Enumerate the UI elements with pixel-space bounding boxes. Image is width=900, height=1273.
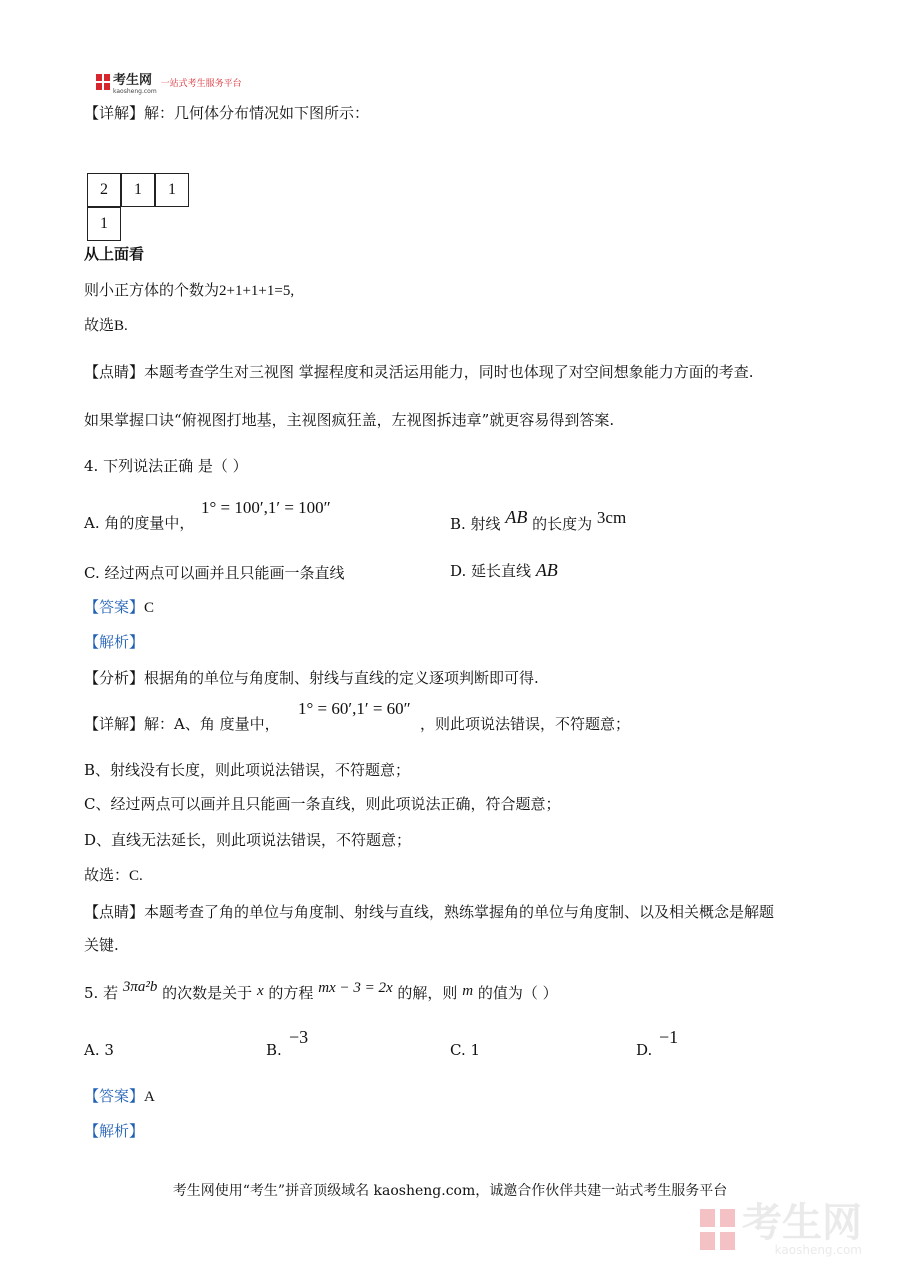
detail-tag: 【详解】 bbox=[84, 104, 145, 122]
stem-math-monomial: 3πa²b bbox=[122, 979, 158, 995]
q3-count-line bbox=[84, 280, 294, 301]
q3-choose-line bbox=[84, 315, 128, 336]
watermark-name: 考生网 bbox=[742, 1200, 862, 1246]
grid-cell: 1 bbox=[87, 207, 121, 241]
q4-option-a-math: 1° = 100′,1′ = 100″ bbox=[201, 498, 331, 517]
q4-detail-math: 1° = 60′,1′ = 60″ bbox=[298, 699, 411, 718]
watermark bbox=[700, 1200, 862, 1257]
choose-prefix: 故选： bbox=[84, 866, 130, 884]
comment-text: 本题考查了角的单位与角度制、射线与直线，熟练掌握角的单位与角度制、以及相关概念是解题 bbox=[144, 903, 775, 921]
stem-text-2: 的方程 bbox=[268, 984, 314, 1002]
logo-slogan: 一站式考生服务平台 bbox=[160, 78, 242, 89]
fenxi-text: 根据角的单位与角度制、射线与直线的定义逐项判断即可得. bbox=[144, 669, 539, 687]
option-b-label: B. 射线 bbox=[450, 515, 501, 533]
option-b-math-ab: AB bbox=[505, 507, 528, 527]
q4-comment-line-2: 关键. bbox=[84, 936, 119, 954]
comment-text: 本题考查学生对三视图 掌握程度和灵活运用能力，同时也体现了对空间想象能力方面的考查. bbox=[144, 363, 754, 381]
q4-option-c: C. 经过两点可以画并且只能画一条直线 bbox=[84, 564, 345, 582]
q5-stem bbox=[84, 979, 558, 1004]
stem-math-x: x bbox=[256, 983, 264, 999]
q4-option-b bbox=[450, 507, 627, 534]
comment-tag: 【点睛】 bbox=[84, 903, 145, 921]
detail-text: 解：几何体分布情况如下图所示： bbox=[144, 104, 370, 122]
q4-comment-line-1 bbox=[84, 902, 774, 922]
logo-name: 考生网 bbox=[113, 73, 153, 88]
q4-option-d bbox=[450, 560, 558, 581]
option-d-math: AB bbox=[535, 560, 558, 580]
q4-stem: 4. 下列说法正确 是（ ） bbox=[84, 457, 248, 475]
answer-tag: 【答案】 bbox=[84, 1087, 145, 1105]
choose-value: B. bbox=[114, 318, 128, 334]
q5-option-b-label: B. bbox=[266, 1041, 282, 1059]
count-prefix: 则小正方体的个数为 bbox=[84, 281, 220, 299]
option-b-math-length: 3cm bbox=[596, 508, 627, 527]
watermark-logo-icon bbox=[700, 1209, 736, 1251]
stem-math-equation: mx − 3 = 2x bbox=[318, 980, 393, 996]
q4-line-b: B、射线没有长度，则此项说法错误，不符题意； bbox=[84, 761, 411, 779]
q5-option-c: C. 1 bbox=[450, 1041, 481, 1059]
stem-text-3: 的解，则 bbox=[397, 984, 458, 1002]
q4-answer bbox=[84, 597, 154, 618]
q4-line-c: C、经过两点可以画并且只能画一条直线，则此项说法正确，符合题意； bbox=[84, 795, 561, 813]
answer-value: A bbox=[144, 1089, 155, 1105]
stem-math-m: m bbox=[462, 983, 474, 999]
q5-option-d-label: D. bbox=[636, 1041, 653, 1059]
q4-fenxi-line bbox=[84, 668, 539, 688]
q4-analysis-tag: 【解析】 bbox=[84, 633, 145, 651]
logo-mark-icon bbox=[96, 74, 110, 90]
logo-domain: kaosheng.com bbox=[113, 88, 157, 95]
choose-value: C. bbox=[129, 868, 143, 884]
answer-tag: 【答案】 bbox=[84, 598, 145, 616]
grid-cell: 1 bbox=[121, 173, 155, 207]
choose-prefix: 故选 bbox=[84, 316, 115, 334]
count-expression: 2+1+1+1=5, bbox=[219, 283, 295, 299]
q4-option-a: A. 角的度量中， bbox=[84, 514, 195, 532]
q5-answer bbox=[84, 1086, 155, 1107]
q4-line-d: D、直线无法延长，则此项说法错误，不符题意； bbox=[84, 831, 412, 849]
q4-choose-line bbox=[84, 865, 143, 886]
q5-option-a: A. 3 bbox=[84, 1041, 114, 1059]
option-b-mid: 的长度为 bbox=[532, 515, 593, 533]
q3-detail-line bbox=[84, 103, 369, 123]
fenxi-tag: 【分析】 bbox=[84, 669, 145, 687]
answer-value: C bbox=[144, 600, 155, 616]
q5-analysis-tag: 【解析】 bbox=[84, 1122, 145, 1140]
stem-text-4: 的值为（ ） bbox=[477, 984, 558, 1002]
q3-comment-line-1 bbox=[84, 362, 754, 382]
q3-comment-line-2: 如果掌握口诀“俯视图打地基，主视图疯狂盖，左视图拆违章”就更容易得到答案. bbox=[84, 411, 615, 429]
detail-tag: 【详解】 bbox=[84, 715, 145, 733]
grid-cell: 1 bbox=[155, 173, 189, 207]
q4-detail-line bbox=[84, 714, 280, 734]
comment-tag: 【点睛】 bbox=[84, 363, 145, 381]
stem-number: 5. 若 bbox=[84, 984, 119, 1002]
grid-cell: 2 bbox=[87, 173, 121, 207]
site-logo bbox=[96, 72, 242, 95]
q5-option-d-math: −1 bbox=[659, 1027, 679, 1047]
watermark-domain: kaosheng.com bbox=[774, 1243, 862, 1257]
q5-option-b-math: −3 bbox=[289, 1027, 309, 1047]
stem-text-1: 的次数是关于 bbox=[162, 984, 253, 1002]
q4-detail-post: ，则此项说法错误，不符题意； bbox=[420, 715, 631, 733]
footer-text: 考生网使用“考生”拼音顶级域名 kaosheng.com，诚邀合作伙伴共建一站式考生服务平台 bbox=[172, 1183, 728, 1199]
option-d-label: D. 延长直线 bbox=[450, 562, 532, 580]
detail-pre: 解：A、角 度量中， bbox=[144, 715, 280, 733]
view-label: 从上面看 bbox=[84, 245, 145, 263]
